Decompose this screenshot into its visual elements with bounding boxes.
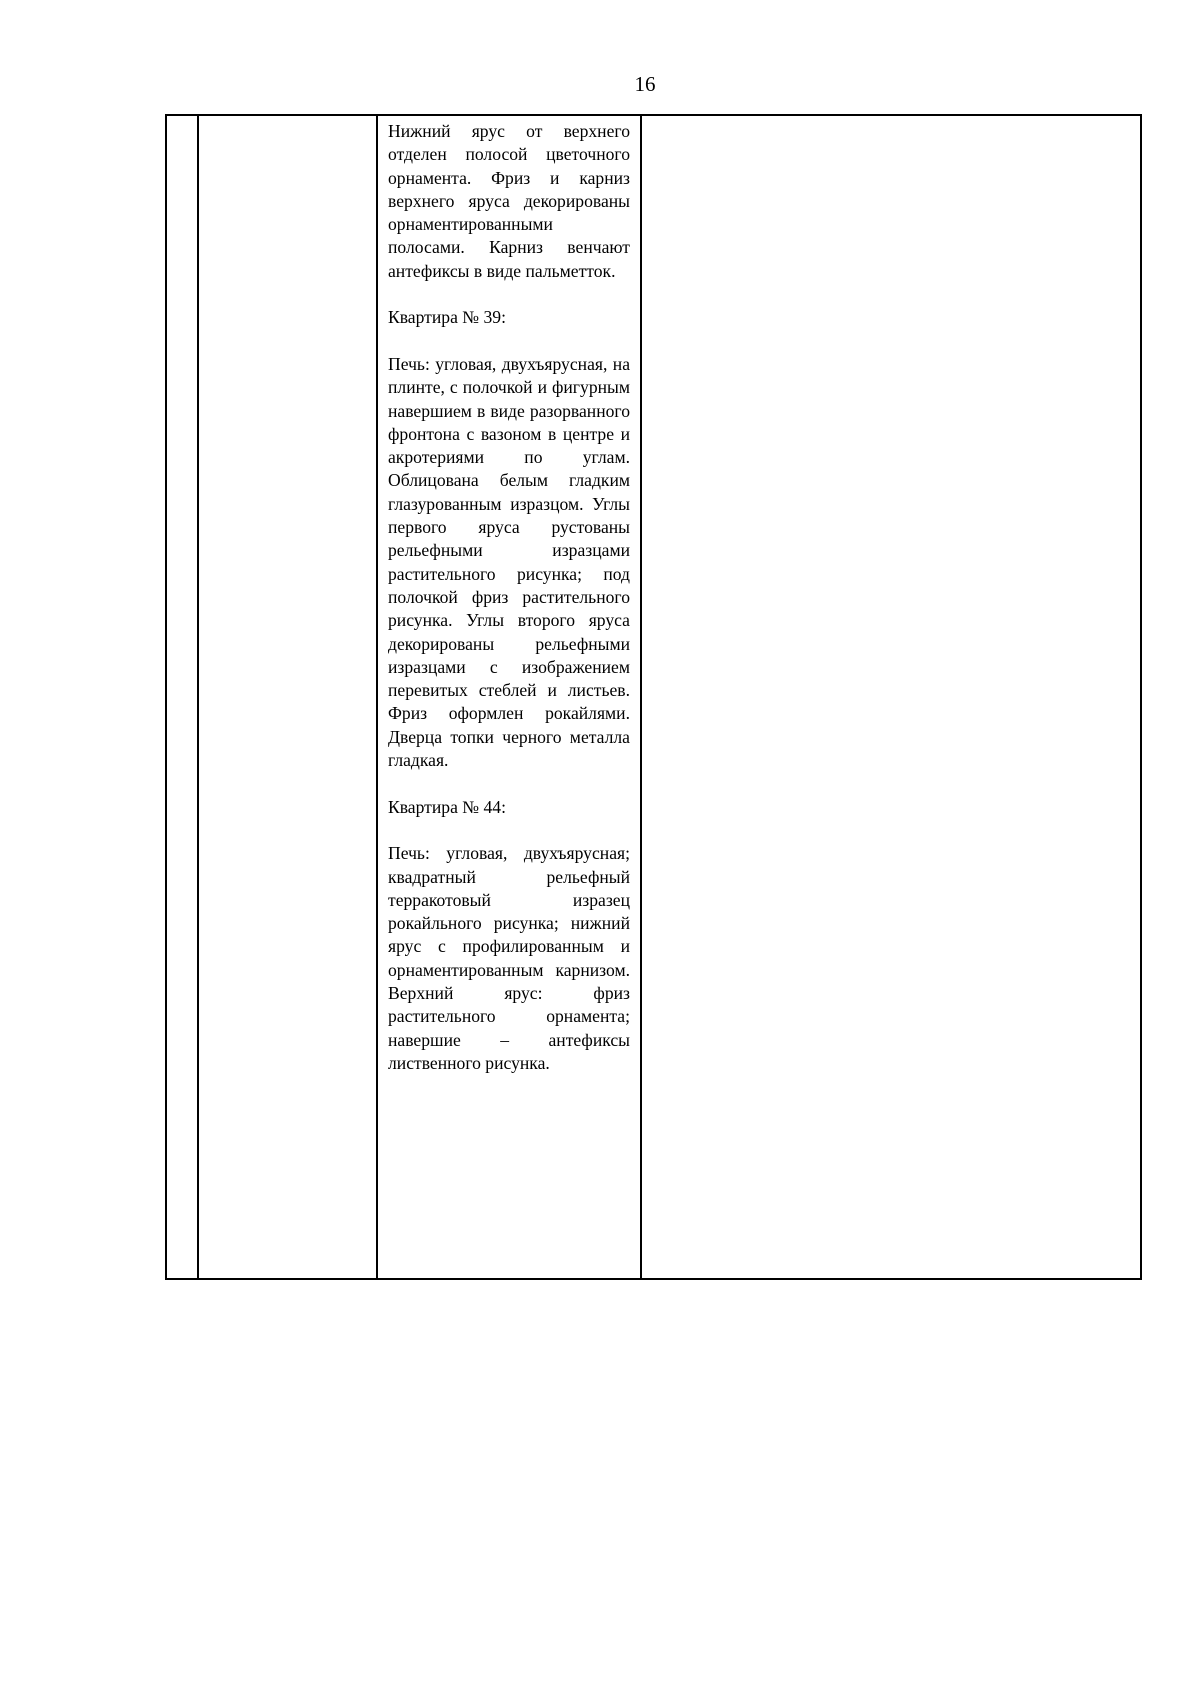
column-divider-3: [640, 116, 642, 1278]
object-table: [165, 114, 1142, 1280]
page-number: 16: [634, 72, 656, 96]
column-divider-2: [376, 116, 378, 1278]
column-divider-1: [197, 116, 199, 1278]
description-cell: [388, 120, 630, 1075]
apartment-39-heading: Квартира № 39:: [388, 307, 506, 328]
description-paragraph-tiers: Нижний ярус от верхнего отделен полосой цветочного орнамента. Фриз и карниз верхнего яруса декорированы орнаментированными полосами. Карниз венчают антефиксы в виде пальметток.: [388, 121, 630, 281]
apartment-44-heading: Квартира № 44:: [388, 796, 506, 817]
description-paragraph-apartment-44: Печь: угловая, двухъярусная; квадратный рельефный терракотовый изразец рокайльного рисунка; нижний ярус с профилированным и орнаментированным карнизом. Верхний ярус: фриз растительного орнамента; навершие – антефиксы лиственного рисунка.: [388, 843, 630, 1073]
description-paragraph-apartment-39: Печь: угловая, двухъярусная, на плинте, с полочкой и фигурным навершием в виде разорванного фронтона с вазоном в центре и акротериями по углам. Облицована белым гладким глазурованным изразцом. Углы первого яруса рустованы рельефными изразцами растительного рисунка; под полочкой фриз растительного рисунка. Углы второго яруса декорированы рельефными изразцами с изображением перевитых стеблей и листьев. Фриз оформлен рокайлями. Дверца топки черного металла гладкая.: [388, 353, 630, 771]
